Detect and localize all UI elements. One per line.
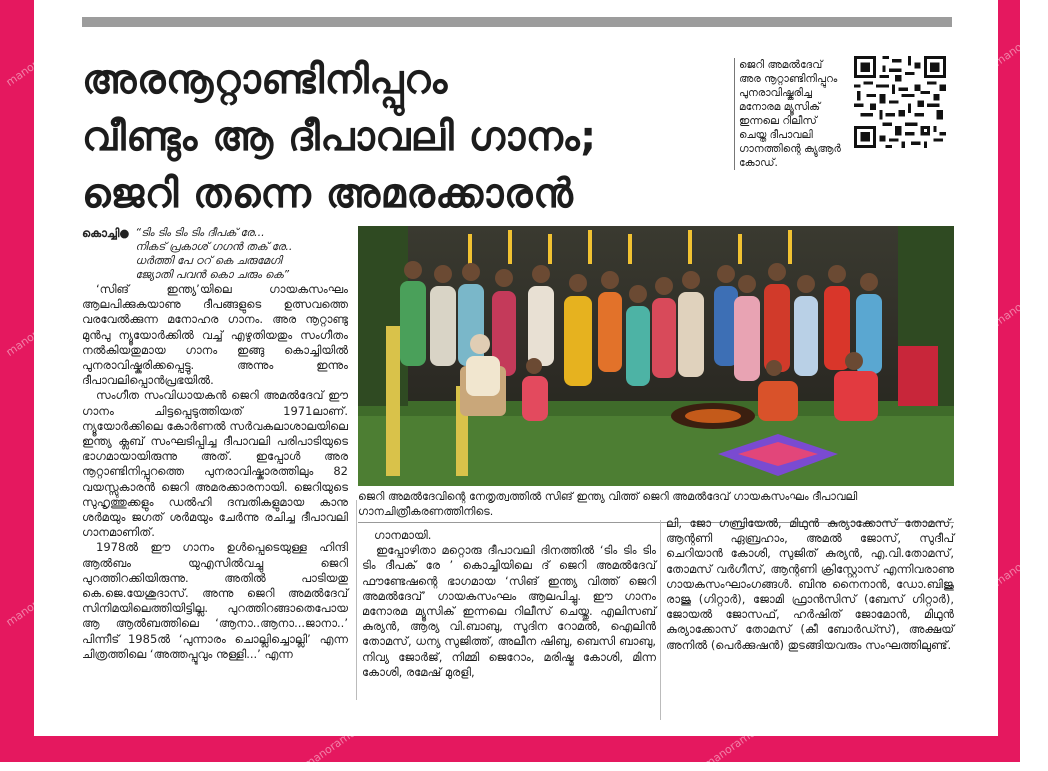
paragraph: ‘സിങ് ഇന്ത്യ’യിലെ ഗായകസംഘം ആലപിക്കുകയാണു ദീപങ്ങളുടെ ഉത്സവത്തെ വരവേൽക്കുന്ന മനോഹര ഗാനം. അര നൂറ്റാണ്ടു മുൻപു ന്യൂയോർക്കിൽ വച്ച് എഴുതിയതും സംഗീതം നൽകിയതുമായ ഗാനം ഇങ്ങു കൊച്ചിയിൽ പുനരാവിഷ്കരിക്കപ്പെട്ടു. അന്നും ഇന്നും ദീപാവലിപ്പൊൻപ്രഭയിൽ. [82, 282, 348, 388]
watermark: manorama [991, 23, 1048, 70]
news-photo [358, 226, 954, 486]
watermark: manorama [991, 283, 1048, 330]
headline [82, 52, 722, 223]
qr-code[interactable] [854, 56, 946, 148]
column-divider [356, 500, 357, 700]
headline-line-3: ജെറി തന്നെ അമരക്കാരൻ [82, 171, 574, 217]
paragraph: ലി, ജോ ഗബ്രിയേൽ, മിഥുൻ കുര്യാക്കോസ് തോമസ്, ആന്റണി ഏബ്രഹാം, അമൽ ജോസ്, സുദീപ് ചെറിയാൻ കോശി, സുജിത് കുര്യൻ, എ.വി.തോമസ്, തോമസ് വർഗീസ്, ആന്റണി ക്രിസ്റ്റോസ് എന്നിവരാണു ഗായകസംഘാംഗങ്ങൾ. ബിനു നൈനാൻ, ഡോ.ബിജു രാജു (ഗിറ്റാർ), ജോമി ഫ്രാൻസിസ് (ബേസ് ഗിറ്റാർ), ജോയൽ ജോസഫ്, ഹർഷിത് ജോമോൻ, മിഥുൻ കുര്യാക്കോസ് തോമസ് (കീ ബോർഡ്സ്), അക്ഷയ് അനിൽ (പെർക്കുഷൻ) തുടങ്ങിയവരും സംഘത്തിലുണ്ട്. [666, 516, 954, 652]
watermark: manorama [701, 725, 759, 771]
watermark: manorama [301, 725, 359, 771]
article-column-2 [362, 528, 656, 680]
column-divider [660, 520, 661, 720]
watermark: manorama [991, 543, 1048, 590]
page-frame-bottom [0, 736, 1020, 762]
paragraph: സംഗീത സംവിധായകൻ ജെറി അമൽദേവ് ഈ ഗാനം ചിട്ടപ്പെടുത്തിയത് 1971ലാണ്. ന്യൂയോർക്കിലെ കോർണൽ സർവകലാശാലയിലെ ഇന്ത്യ ക്ലബ് സംഘടിപ്പിച്ച ദീപാവലി പരിപാടിയുടെ ഭാഗമായായിരുന്നു അത്. ഇപ്പോൾ അര നൂറ്റാണ്ടിനിപ്പുറത്തെ പുനരാവിഷ്കാരത്തിലും 82 വയസ്സുകാരൻ ജെറി അമരക്കാരനായി. ജെറിയുടെ സുഹൃത്തുക്കളും ഡൽഹി ദമ്പതികളുമായ കാനു ശർമയും ജഗത് ശർമയും ചേർന്നു രചിച്ച ദീപാവലി ഗാനമാണിത്. [82, 388, 348, 540]
article-column-1 [82, 226, 348, 662]
qr-caption: ജെറി അമൽദേവ് അര നൂറ്റാണ്ടിനിപ്പുറം പുനരാവിഷ്കരിച്ച മനോരമ മ്യൂസിക് ഇന്നലെ റിലീസ് ചെയ്ത ദീപാവലി ഗാനത്തിന്റെ ക്യുആർ കോഡ്. [734, 58, 844, 170]
paragraph: ഗാനമായി. [374, 528, 432, 542]
watermark: manorama [3, 43, 61, 90]
headline-line-1: അരനൂറ്റാണ്ടിനിപ്പുറം [82, 57, 448, 103]
watermark: manorama [3, 313, 61, 360]
quote-line: ജ്യോതി പവൻ കൊ ചരും കെ” [135, 268, 290, 281]
dateline: കൊച്ചി● [82, 226, 130, 240]
quote-line: ധർത്തി പേ ഠറ് കെ ചരുമേഗി [135, 254, 282, 267]
watermark: manorama [3, 583, 61, 630]
quote-line: നികട് പ്രകാശ് ഗഗൻ തക് രേ.. [135, 240, 293, 253]
article-column-3 [666, 516, 954, 653]
headline-line-2: വീണ്ടും ആ ദീപാവലി ഗാനം; [82, 114, 597, 160]
page-frame-right [998, 0, 1020, 762]
quote-line: “ടിം ടിം ടിം ടിം ദീപക് രേ... [135, 226, 265, 239]
photo-caption: ജെറി അമൽദേവിന്റെ നേതൃത്വത്തിൽ സിങ് ഇന്ത്യ വിത്ത് ജെറി അമൽദേവ് ഗായകസംഘം ദീപാവലി ഗാനചിത്രീകരണത്തിനിടെ. [358, 489, 954, 523]
page-frame-left [0, 0, 34, 762]
top-rule [82, 17, 952, 27]
paragraph: 1978ൽ ഈ ഗാനം ഉൾപ്പെടെയുള്ള ഹിന്ദി ആൽബം യുഎസിൽവച്ചു ജെറി പുറത്തിറക്കിയിരുന്നു. അതിൽ പാടിയതു കെ.ജെ.യേശുദാസ്. അന്നു ജെറി അമൽദേവ് സിനിമയിലെത്തിയിട്ടില്ല. പുറത്തിറങ്ങാതെപോയ ആ ആൽബത്തിലെ ‘ആനാ..ആനാ...ജാനാ..’ പിന്നീട് 1985ൽ ‘പുന്നാരം ചൊല്ലിച്ചൊല്ലി’ എന്ന ചിത്രത്തിലെ ‘അത്തപ്പൂവും നുള്ളി...’ എന്ന [82, 540, 348, 661]
paragraph: ഇപ്പോഴിതാ മറ്റൊരു ദീപാവലി ദിനത്തിൽ ‘ടിം ടിം ടിം ടിം ദീപക് രേ ’ കൊച്ചിയിലെ ദ് ജെറി അമൽദേവ് ഫൗണ്ടേഷന്റെ ഭാഗമായ ‘സിങ് ഇന്ത്യ വിത്ത് ജെറി അമൽദേവ്’ ഗായകസംഘം ആലപിച്ചു. ഈ ഗാനം മനോരമ മ്യൂസിക് ഇന്നലെ റിലീസ് ചെയ്തു. എലിസബ് കുര്യൻ, ആര്യ വി.ബാബു, സുദിന റോമൽ, ഐലിൻ തോമസ്, ധന്യ സുജിത്ത്, അലീന ഷിബു, ബെസി ബാബു, നിവ്യ ജോർജ്, നിമ്മി ജെറോം, മരിഷ്മ കോശി, മിന്ന കോശി, രമേഷ് മുരളി, [362, 543, 656, 679]
song-quote [129, 226, 292, 282]
